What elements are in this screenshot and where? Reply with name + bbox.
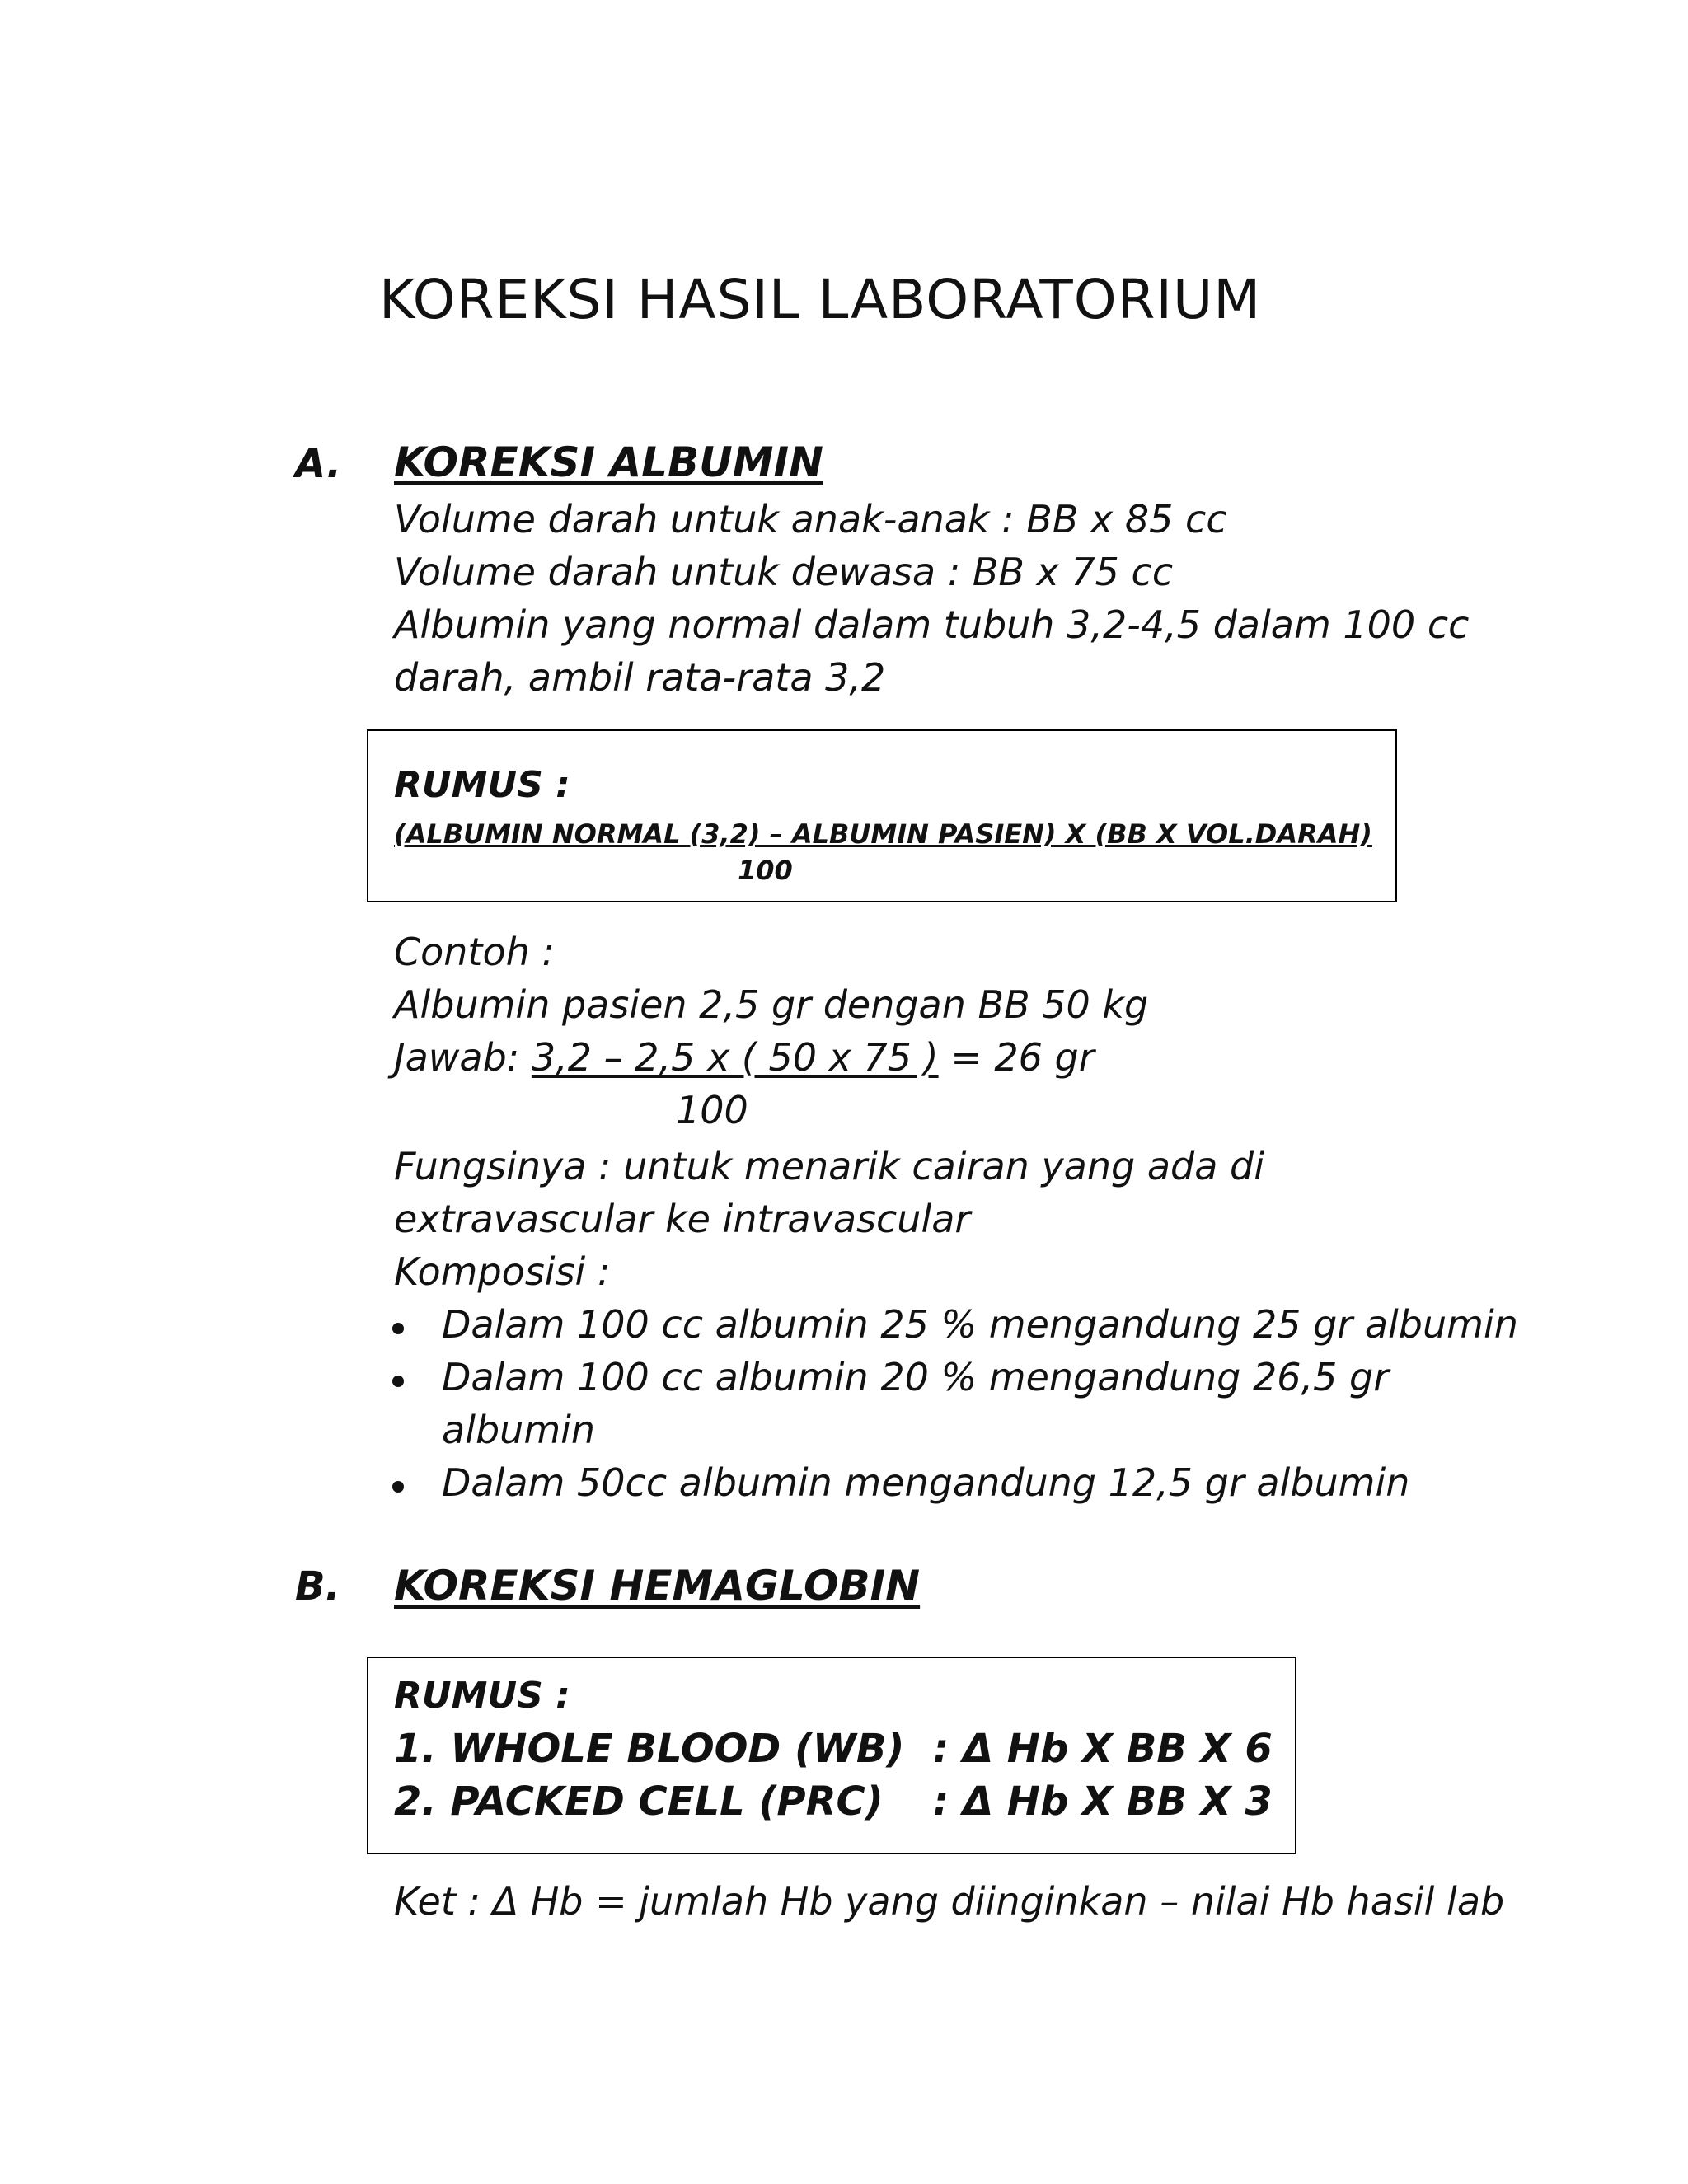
hb-row-2-formula: : Δ Hb X BB X 3: [933, 1779, 1273, 1825]
fungsi-line-2: extravascular ke intravascular: [394, 1197, 971, 1241]
bullet-2: [392, 1376, 404, 1387]
albumin-formula-denominator: 100: [738, 855, 793, 886]
albumin-rumus-label: RUMUS :: [394, 764, 570, 806]
section-b-letter: B.: [295, 1563, 340, 1610]
komposisi-item-2-wrap: albumin: [442, 1408, 596, 1452]
albumin-line-3: Albumin yang normal dalam tubuh 3,2-4,5 dalam 100 cc: [394, 602, 1470, 647]
komposisi-label: Komposisi :: [394, 1249, 611, 1294]
page-title: KOREKSI HASIL LABORATORIUM: [379, 268, 1262, 331]
jawab-result: = 26 gr: [938, 1035, 1095, 1080]
contoh-case: Albumin pasien 2,5 gr dengan BB 50 kg: [394, 982, 1149, 1027]
komposisi-item-2: Dalam 100 cc albumin 20 % mengandung 26,5 gr: [442, 1355, 1390, 1399]
bullet-1: [392, 1323, 404, 1334]
contoh-jawab: [394, 1035, 1095, 1080]
bullet-3: [392, 1481, 404, 1493]
albumin-formula-box: [367, 729, 1397, 902]
albumin-line-2: Volume darah untuk dewasa : BB x 75 cc: [394, 550, 1174, 594]
komposisi-item-1: Dalam 100 cc albumin 25 % mengandung 25 gr albumin: [442, 1302, 1518, 1347]
jawab-numerator: 3,2 – 2,5 x ( 50 x 75 ): [531, 1035, 939, 1080]
contoh-label: Contoh :: [394, 930, 555, 974]
hb-rumus-label: RUMUS :: [394, 1675, 570, 1717]
albumin-line-4: darah, ambil rata-rata 3,2: [394, 655, 886, 700]
hb-ket: Ket : Δ Hb = jumlah Hb yang diinginkan – nilai Hb hasil lab: [394, 1879, 1505, 1924]
hb-row-1-name: 1. WHOLE BLOOD (WB): [394, 1726, 905, 1772]
fungsi-line-1: Fungsinya : untuk menarik cairan yang ada di: [394, 1144, 1265, 1188]
jawab-denominator: 100: [676, 1088, 748, 1132]
hb-row-1-formula: : Δ Hb X BB X 6: [933, 1726, 1273, 1772]
hemoglobin-formula-box: [367, 1657, 1296, 1854]
albumin-line-1: Volume darah untuk anak-anak : BB x 85 cc: [394, 497, 1227, 541]
hb-row-2-name: 2. PACKED CELL (PRC): [394, 1779, 884, 1825]
komposisi-item-3: Dalam 50cc albumin mengandung 12,5 gr albumin: [442, 1460, 1410, 1505]
section-b-heading: KOREKSI HEMAGLOBIN: [394, 1562, 921, 1610]
jawab-prefix: Jawab:: [394, 1035, 532, 1080]
section-a-letter: A.: [295, 441, 342, 487]
albumin-formula-numerator: (ALBUMIN NORMAL (3,2) – ALBUMIN PASIEN) X (BB X VOL.DARAH): [394, 818, 1372, 850]
section-a-heading: KOREKSI ALBUMIN: [394, 438, 823, 486]
